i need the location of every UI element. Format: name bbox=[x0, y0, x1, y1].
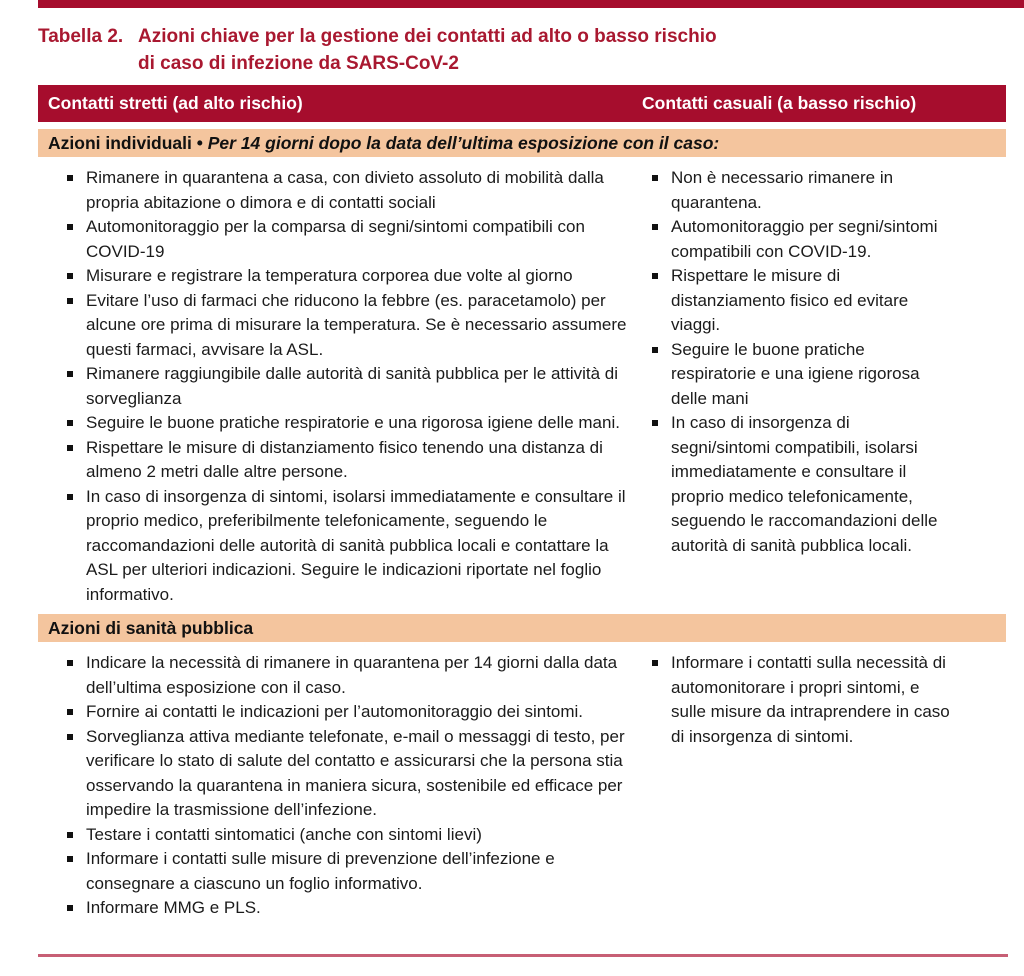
list-item: Rispettare le misure di distanziamento fisico ed evitare viaggi. bbox=[640, 264, 1006, 338]
column-header-casual-contacts: Contatti casuali (a basso rischio) bbox=[642, 93, 917, 113]
list-item: Misurare e registrare la temperatura corporea due volte al giorno bbox=[38, 264, 640, 289]
list-item: Non è necessario rimanere in quarantena. bbox=[640, 166, 1006, 215]
contacts-actions-table bbox=[38, 85, 1006, 921]
list-item: Seguire le buone pratiche respiratorie e una igiene rigorosa delle mani bbox=[640, 338, 1006, 412]
close-contacts-individual-actions-list bbox=[38, 166, 640, 607]
table-caption-line1: Azioni chiave per la gestione dei contatti ad alto o basso rischio bbox=[138, 26, 717, 47]
table-caption-label: Tabella 2. bbox=[38, 26, 124, 47]
list-item: Rimanere raggiungibile dalle autorità di sanità pubblica per le attività di sorveglianza bbox=[38, 362, 640, 411]
table-caption bbox=[38, 23, 1004, 77]
section-body-public-health-actions bbox=[38, 642, 1006, 921]
list-item: Seguire le buone pratiche respiratorie e una rigorosa igiene delle mani. bbox=[38, 411, 640, 436]
list-item: In caso di insorgenza di segni/sintomi compatibili, isolarsi immediatamente e consultare il proprio medico telefonicamente, seguendo le raccomandazioni delle autorità di sanità pubblica locali. bbox=[640, 411, 1006, 558]
section-body-individual-actions bbox=[38, 157, 1006, 607]
section-heading-bold: Azioni di sanità pubblica bbox=[48, 617, 254, 638]
table-caption-line2: di caso di infezione da SARS-CoV-2 bbox=[138, 53, 459, 74]
section-individual-actions bbox=[38, 129, 1006, 607]
casual-contacts-public-health-actions-list bbox=[640, 651, 1006, 749]
table-caption-text bbox=[138, 23, 1004, 77]
casual-contacts-individual-actions-list bbox=[640, 166, 1006, 558]
section-heading-bullet: • bbox=[191, 132, 208, 153]
section-public-health-actions bbox=[38, 614, 1006, 921]
section-heading-public-health-actions bbox=[38, 614, 1006, 642]
list-item: Rimanere in quarantena a casa, con divieto assoluto di mobilità dalla propria abitazione o dimora e di contatti sociali bbox=[38, 166, 640, 215]
list-item: Informare i contatti sulla necessità di automonitorare i propri sintomi, e sulle misure da intraprendere in caso di insorgenza di sintomi. bbox=[640, 651, 1006, 749]
list-item: Indicare la necessità di rimanere in quarantena per 14 giorni dalla data dell’ultima esposizione con il caso. bbox=[38, 651, 640, 700]
list-item: Automonitoraggio per la comparsa di segni/sintomi compatibili con COVID-19 bbox=[38, 215, 640, 264]
column-header-close-contacts: Contatti stretti (ad alto rischio) bbox=[48, 93, 303, 113]
list-item: Testare i contatti sintomatici (anche con sintomi lievi) bbox=[38, 823, 640, 848]
table-header-row bbox=[38, 85, 1006, 122]
list-item: Rispettare le misure di distanziamento fisico tenendo una distanza di almeno 2 metri dalle altre persone. bbox=[38, 436, 640, 485]
top-red-strip bbox=[38, 0, 1024, 8]
close-contacts-public-health-actions-list bbox=[38, 651, 640, 921]
list-item: Sorveglianza attiva mediante telefonate, e-mail o messaggi di testo, per verificare lo stato di salute del contatto e assicurarsi che la persona stia osservando la quarantena in maniera sicura, sostenibile ed efficace per impedire la trasmissione dell’infezione. bbox=[38, 725, 640, 823]
list-item: Fornire ai contatti le indicazioni per l’automonitoraggio dei sintomi. bbox=[38, 700, 640, 725]
list-item: Automonitoraggio per segni/sintomi compatibili con COVID-19. bbox=[640, 215, 1006, 264]
list-item: Evitare l’uso di farmaci che riducono la febbre (es. paracetamolo) per alcune ore prima di misurare la temperatura. Se è necessario assumere questi farmaci, avvisare la ASL. bbox=[38, 289, 640, 363]
section-heading-bold: Azioni individuali bbox=[48, 132, 192, 153]
section-heading-italic: Per 14 giorni dopo la data dell’ultima esposizione con il caso: bbox=[207, 132, 720, 153]
bottom-rose-divider bbox=[38, 954, 1008, 957]
list-item: Informare i contatti sulle misure di prevenzione dell’infezione e consegnare a ciascuno un foglio informativo. bbox=[38, 847, 640, 896]
list-item: In caso di insorgenza di sintomi, isolarsi immediatamente e consultare il proprio medico, preferibilmente telefonicamente, seguendo le raccomandazioni delle autorità di sanità pubblica locali e contattare la ASL per ulteriori indicazioni. Seguire le indicazioni riportate nel foglio informativo. bbox=[38, 485, 640, 608]
list-item: Informare MMG e PLS. bbox=[38, 896, 640, 921]
section-heading-individual-actions bbox=[38, 129, 1006, 157]
